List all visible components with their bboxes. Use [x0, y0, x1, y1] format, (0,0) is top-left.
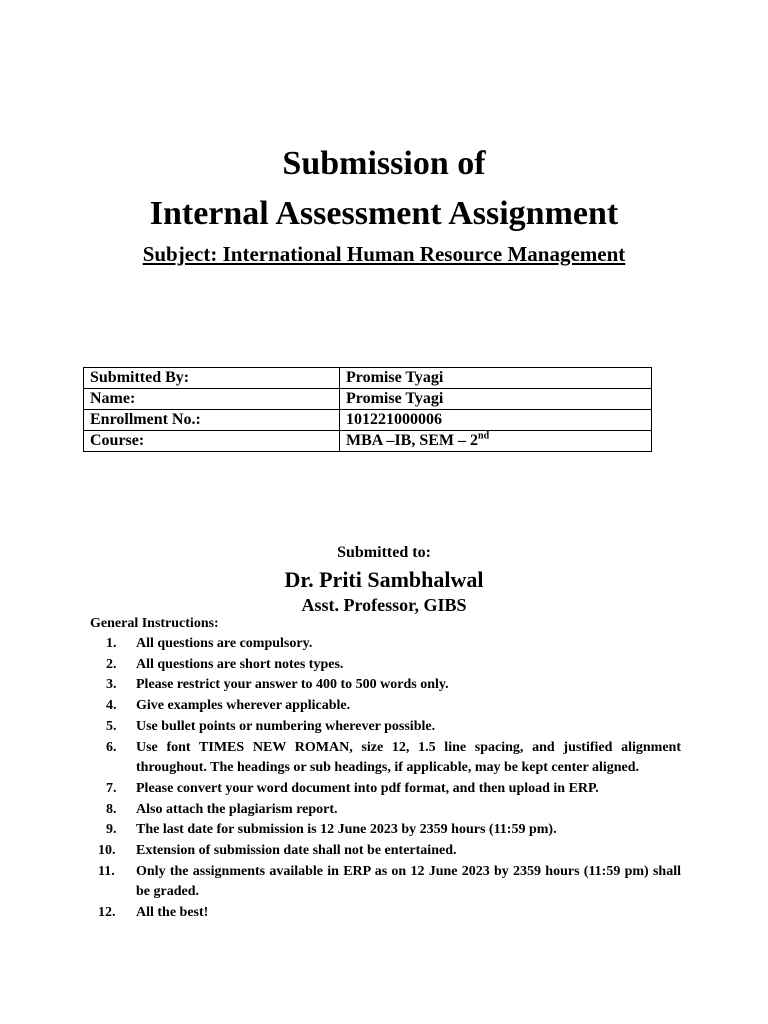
- item-number: 10.: [98, 843, 116, 859]
- item-number: 5.: [106, 718, 117, 734]
- list-item: [106, 675, 681, 696]
- item-text: Also attach the plagiarism report.: [136, 801, 338, 817]
- table-row: [84, 389, 652, 410]
- list-item: [106, 820, 681, 841]
- item-number: 2.: [106, 656, 117, 672]
- professor-designation: Asst. Professor, GIBS: [301, 595, 467, 615]
- row-label: Course:: [84, 431, 340, 452]
- instructions-heading: General Instructions:: [90, 616, 219, 631]
- item-number: 6.: [106, 739, 117, 755]
- item-number: 8.: [106, 801, 117, 817]
- title-line-1: Submission of: [282, 145, 486, 182]
- list-item: [106, 696, 681, 717]
- item-number: 12.: [98, 905, 116, 921]
- list-item: [98, 862, 681, 903]
- item-number: 3.: [106, 677, 117, 693]
- student-info-table: [83, 367, 652, 452]
- list-item: [106, 634, 681, 655]
- item-number: 1.: [106, 636, 117, 651]
- list-item: [98, 841, 681, 862]
- row-value: Promise Tyagi: [340, 368, 652, 389]
- item-text: Use bullet points or numbering wherever possible.: [136, 718, 436, 734]
- item-text: Only the assignments available in ERP as on 12 June 2023 by 2359 hours (11:59 pm) shall be graded.: [136, 863, 681, 900]
- item-text: Extension of submission date shall not be entertained.: [136, 843, 457, 859]
- row-value: Promise Tyagi: [340, 389, 652, 410]
- list-item: [106, 717, 681, 738]
- item-text: All questions are short notes types.: [136, 656, 344, 672]
- item-number: 11.: [98, 863, 115, 879]
- list-item: [98, 903, 681, 924]
- course-superscript: nd: [478, 430, 490, 442]
- row-label: Enrollment No.:: [84, 410, 340, 431]
- item-text: All questions are compulsory.: [136, 636, 313, 651]
- submitted-to-label: Submitted to:: [337, 544, 431, 561]
- item-number: 9.: [106, 822, 117, 838]
- item-number: 7.: [106, 780, 117, 796]
- instructions-list: [98, 634, 681, 924]
- professor-name: Dr. Priti Sambhalwal: [284, 567, 484, 592]
- item-number: 4.: [106, 698, 117, 714]
- item-text: Please convert your word document into pdf format, and then upload in ERP.: [136, 780, 599, 796]
- course-value: MBA –IB, SEM – 2: [346, 432, 479, 449]
- list-item: [106, 779, 681, 800]
- item-text: Give examples wherever applicable.: [136, 698, 351, 714]
- table-row: [84, 431, 652, 452]
- table-row: [84, 368, 652, 389]
- table-row: [84, 410, 652, 431]
- subject-heading: [0, 240, 768, 268]
- item-text: All the best!: [136, 905, 209, 921]
- row-value: 101221000006: [340, 410, 652, 431]
- list-item: [106, 738, 681, 779]
- title-line-2: Internal Assessment Assignment: [149, 195, 619, 232]
- list-item: [106, 655, 681, 676]
- subject-text: Subject: International Human Resource Management: [142, 242, 626, 266]
- item-text: The last date for submission is 12 June 2023 by 2359 hours (11:59 pm).: [136, 822, 557, 838]
- row-label: Name:: [84, 389, 340, 410]
- item-text: Use font TIMES NEW ROMAN, size 12, 1.5 line spacing, and justified alignment throughout. The headings or sub headings, if applicable, may be kept center aligned.: [136, 739, 681, 776]
- item-text: Please restrict your answer to 400 to 500 words only.: [136, 677, 449, 693]
- list-item: [106, 800, 681, 821]
- row-value: [340, 431, 652, 452]
- row-label: Submitted By:: [84, 368, 340, 389]
